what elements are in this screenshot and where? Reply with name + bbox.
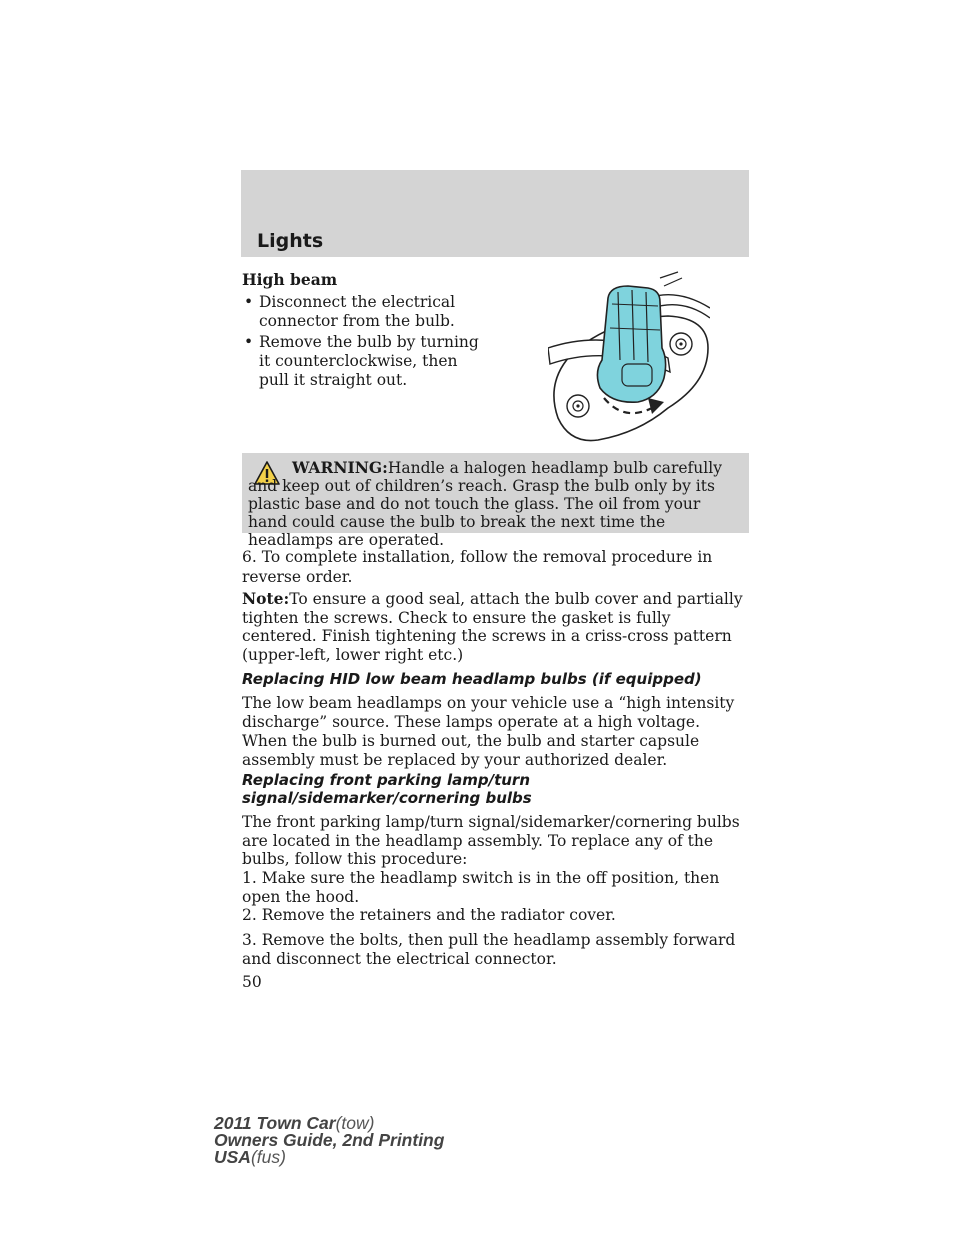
footer-market: USA <box>214 1147 251 1167</box>
procedure-step: 3. Remove the bolts, then pull the headlamp assembly forward and disconnect the electrical connector. <box>242 931 736 968</box>
section-title: Lights <box>257 230 324 252</box>
note-label: Note: <box>242 589 290 608</box>
page-number: 50 <box>242 973 262 991</box>
bullet-symbol: • <box>244 293 254 311</box>
warning-text-block <box>248 459 742 549</box>
document-footer <box>214 1115 444 1166</box>
footer-market-code: (fus) <box>250 1147 286 1167</box>
footer-model: 2011 Town Car <box>214 1113 336 1133</box>
footer-printing: Owners Guide, 2nd Printing <box>214 1130 445 1150</box>
bullet-item <box>244 333 484 393</box>
parking-lamp-heading: Replacing front parking lamp/turn signal/sidemarker/cornering bulbs <box>242 771 532 807</box>
warning-text: Handle a halogen headlamp bulb carefully and keep out of children’s reach. Grasp the bulb only by its plastic base and do not touch the glass. The oil from your hand could cause the bulb to break the next time the headlamps are operated. <box>248 459 722 549</box>
parking-lamp-paragraph: The front parking lamp/turn signal/sidemarker/cornering bulbs are located in the headlamp assembly. To replace any of the bulbs, follow this procedure: <box>242 813 740 868</box>
bullet-text: Disconnect the electrical connector from the bulb. <box>259 293 456 330</box>
hid-paragraph: The low beam headlamps on your vehicle use a “high intensity discharge” source. These lamps operate at a high voltage. When the bulb is burned out, the bulb and starter capsule assembly must be replaced by your authorized dealer. <box>242 694 735 769</box>
hid-heading: Replacing HID low beam headlamp bulbs (if equipped) <box>242 670 702 688</box>
bullet-text: Remove the bulb by turning it counterclockwise, then pull it straight out. <box>259 333 479 389</box>
note-paragraph <box>242 590 748 664</box>
warning-label: WARNING: <box>292 458 388 477</box>
procedure-step: 2. Remove the retainers and the radiator cover. <box>242 906 616 924</box>
bulb-removal-illustration <box>548 268 710 444</box>
note-text: To ensure a good seal, attach the bulb cover and partially tighten the screws. Check to ensure the gasket is fully centered. Finish tightening the screws in a criss-cross pattern (upper-left, lower right etc.) <box>242 590 743 664</box>
section-header-bar <box>241 170 749 257</box>
bullet-symbol: • <box>244 333 254 351</box>
bullet-item <box>244 293 484 333</box>
footer-line-3 <box>214 1149 444 1166</box>
footer-model-code: (tow) <box>335 1113 375 1133</box>
high-beam-heading: High beam <box>242 270 338 289</box>
step-6-paragraph: 6. To complete installation, follow the removal procedure in reverse order. <box>242 548 713 586</box>
procedure-step: 1. Make sure the headlamp switch is in the off position, then open the hood. <box>242 869 720 906</box>
warning-box <box>242 453 749 549</box>
